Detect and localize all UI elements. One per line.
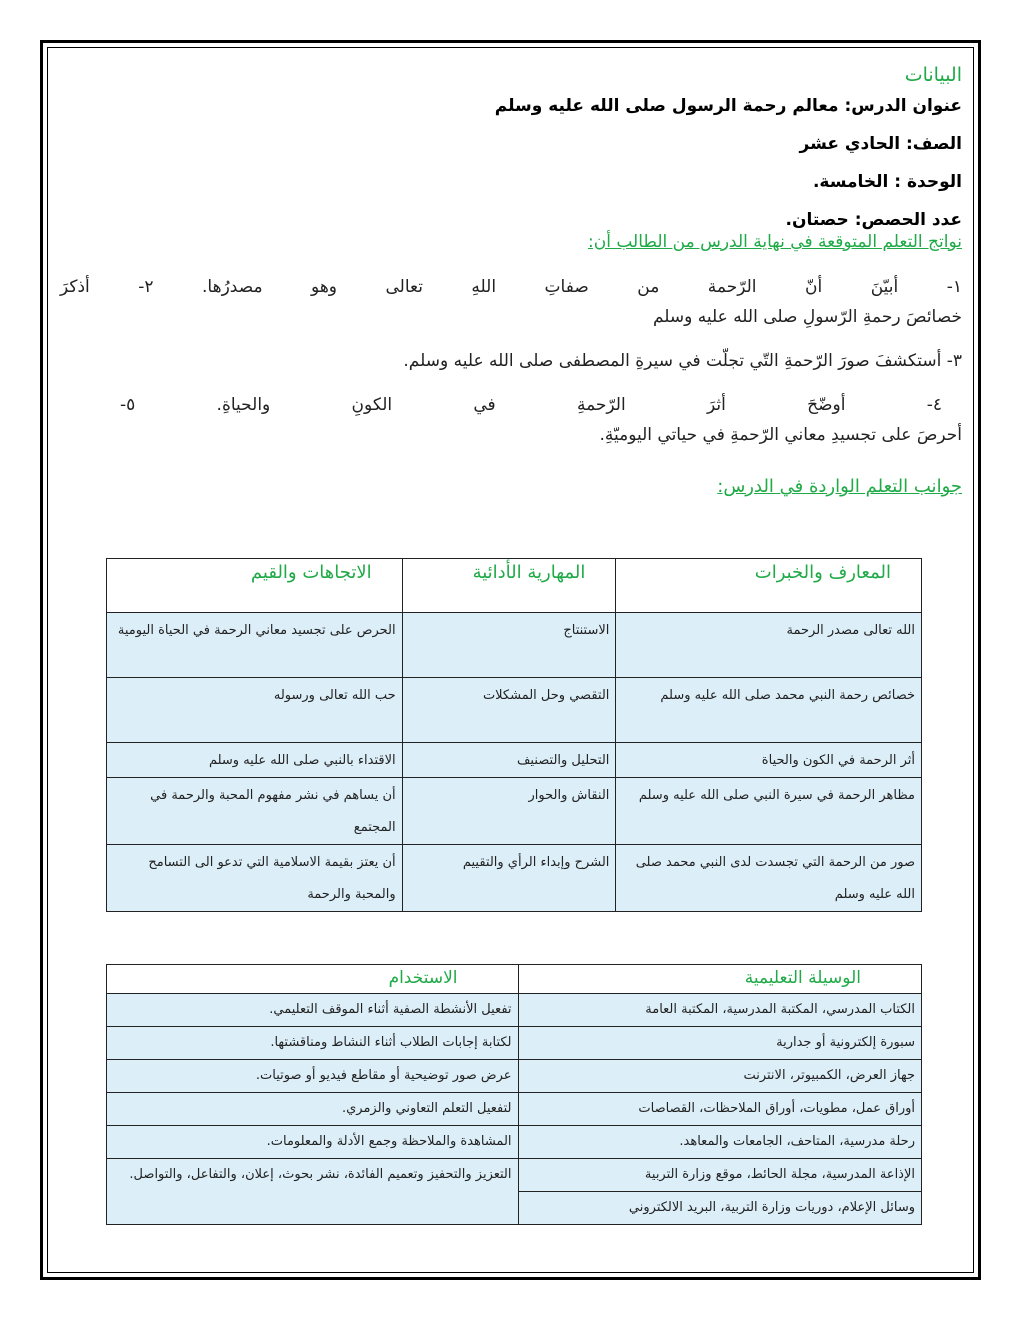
outcome-line: ١- أبيّنَ أنّ الرّحمة من صفاتِ اللهِ تعالى وهو مصدرُها. ٢- أذكرَ: [60, 277, 962, 297]
table-cell: الاقتداء بالنبي صلى الله عليه وسلم: [107, 743, 403, 778]
table-cell: مظاهر الرحمة في سيرة النبي صلى الله عليه وسلم: [616, 778, 922, 845]
table-cell: أن يعتز بقيمة الاسلامية التي تدعو الى التسامح والمحبة والرحمة: [107, 845, 403, 912]
table-cell: لتفعيل التعلم التعاوني والزمري.: [107, 1093, 519, 1126]
table-cell: الله تعالى مصدر الرحمة: [616, 613, 922, 678]
lesson-title: عنوان الدرس: معالم رحمة الرسول صلى الله عليه وسلم: [494, 96, 962, 116]
table-row: [107, 778, 922, 845]
unit: الوحدة : الخامسة.: [812, 172, 962, 192]
table-row: [107, 613, 922, 678]
table-cell: صور من الرحمة التي تجسدت لدى النبي محمد صلى الله عليه وسلم: [616, 845, 922, 912]
outcome-line: خصائصَ رحمةِ الرّسولِ صلى الله عليه وسلم: [652, 307, 962, 327]
table-cell: الكتاب المدرسي، المكتبة المدرسية، المكتبة العامة: [518, 994, 921, 1027]
data-section-title: البيانات: [904, 64, 962, 86]
table-cell: خصائص رحمة النبي محمد صلى الله عليه وسلم: [616, 678, 922, 743]
outcomes-list: [60, 272, 962, 450]
table-cell: سبورة إلكترونية أو جدارية: [518, 1027, 921, 1060]
table-cell: التحليل والتصنيف: [402, 743, 616, 778]
table-cell: جهاز العرض، الكمبيوتر، الانترنت: [518, 1060, 921, 1093]
table-cell: الحرص على تجسيد معاني الرحمة في الحياة اليومية: [107, 613, 403, 678]
table-cell: المشاهدة والملاحظة وجمع الأدلة والمعلومات.: [107, 1126, 519, 1159]
learning-aspects-table: [106, 558, 922, 912]
table-cell: رحلة مدرسية، المتاحف، الجامعات والمعاهد.: [518, 1126, 921, 1159]
header-skills: المهارية الأدائية: [402, 559, 616, 613]
aspects-title: جوانب التعلم الواردة في الدرس:: [717, 476, 962, 497]
table-cell: حب الله تعالى ورسوله: [107, 678, 403, 743]
table-cell: تفعيل الأنشطة الصفية أثناء الموقف التعليمي.: [107, 994, 519, 1027]
header-resource: الوسيلة التعليمية: [518, 965, 921, 994]
header-knowledge: المعارف والخبرات: [616, 559, 922, 613]
outcome-line: ٤- أوضّحَ أثرَ الرّحمةِ في الكونِ والحياةِ. ٥-: [120, 395, 942, 415]
table-cell: أوراق عمل، مطويات، أوراق الملاحظات، القصاصات: [518, 1093, 921, 1126]
table-row: [107, 1126, 922, 1159]
table-row: [107, 678, 922, 743]
header-usage: الاستخدام: [107, 965, 519, 994]
outcome-line: ٣- أستكشفَ صورَ الرّحمةِ التّي تجلّت في سيرةِ المصطفى صلى الله عليه وسلم.: [403, 351, 962, 371]
table-row: [107, 1060, 922, 1093]
table-header-row: [107, 559, 922, 613]
document-content: [60, 60, 962, 502]
table-cell: أثر الرحمة في الكون والحياة: [616, 743, 922, 778]
table-cell: التعزيز والتحفيز وتعميم الفائدة، نشر بحوث، إعلان، والتفاعل، والتواصل.: [107, 1159, 519, 1225]
table-cell: عرض صور توضيحية أو مقاطع فيديو أو صوتيات.: [107, 1060, 519, 1093]
table-row: [107, 1159, 922, 1192]
outcomes-title: نواتج التعلم المتوقعة في نهاية الدرس من الطالب أن:: [588, 232, 962, 252]
table-cell: النقاش والحوار: [402, 778, 616, 845]
table-row: [107, 1027, 922, 1060]
table-cell: لكتابة إجابات الطلاب أثناء النشاط ومناقشتها.: [107, 1027, 519, 1060]
table-cell: الاستنتاج: [402, 613, 616, 678]
table-cell: الشرح وإبداء الرأي والتقييم: [402, 845, 616, 912]
table-row: [107, 1093, 922, 1126]
table-cell: الإذاعة المدرسية، مجلة الحائط، موقع وزارة التربية: [518, 1159, 921, 1192]
table-cell: التقصي وحل المشكلات: [402, 678, 616, 743]
table-row: [107, 743, 922, 778]
table-header-row: [107, 965, 922, 994]
periods: عدد الحصص: حصتان.: [785, 210, 962, 230]
outcome-line: أحرصَ على تجسيدِ معاني الرّحمةِ في حياتي اليوميّةِ.: [599, 425, 962, 445]
grade: الصف: الحادي عشر: [799, 134, 962, 154]
table-cell: وسائل الإعلام، دوريات وزارة التربية، البريد الالكتروني: [518, 1192, 921, 1225]
header-values: الاتجاهات والقيم: [107, 559, 403, 613]
table-row: [107, 994, 922, 1027]
teaching-resources-table: [106, 964, 922, 1225]
table-row: [107, 845, 922, 912]
table-cell: أن يساهم في نشر مفهوم المحبة والرحمة في المجتمع: [107, 778, 403, 845]
